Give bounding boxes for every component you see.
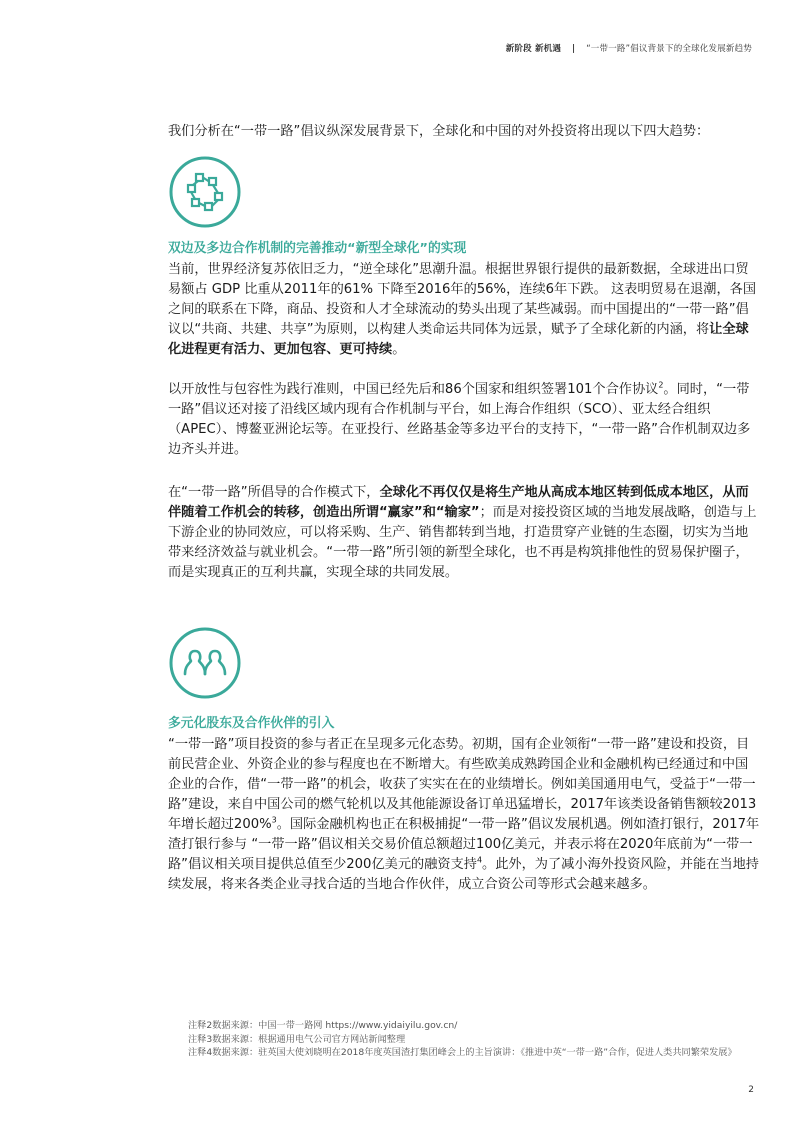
header-report-title: “一带一路”倡议背景下的全球化发展新趋势: [586, 44, 752, 54]
section1-paragraph-1: 当前，世界经济复苏依旧乏力，“逆全球化”思潮升温。根据世界银行提供的最新数据，全球进出口贸易额占 GDP 比重从2011年的61% 下降至2016年的56%，连续6年下跌。 这表明贸易在退潮，各国之间的联系在下降，商品、投资和人才全球流动的势头出现了某些减弱。而中国提出的“一带一路”倡议以“共商、共建、共享”为原则，以构建人类命运共同体为远景，赋予了全球化新的内涵，将让全球化进程更有活力、更加包容、更可持续。: [168, 262, 757, 357]
section-title-diversified-partners: 多元化股东及合作伙伴的引入: [168, 716, 335, 731]
section2-paragraph-1: “一带一路”项目投资的参与者正在呈现多元化态势。初期，国有企业领衔“一带一路”建设和投资，目前民营企业、外资企业的参与程度也在不断增大。有些欧美成熟跨国企业和金融机构已经通过和中国企业的合作，借“一带一路”的机会，收获了实实在在的业绩增长。例如美国通用电气，受益于“一带一路”建设，来自中国公司的燃气轮机以及其他能源设备订单迅猛增长，2017年该类设备销售额较2013年增长超过200%$^3$。国际金融机构也正在积极捕捉“一带一路”倡议发展机遇。例如渣打银行，2017年渣打银行参与 “一带一路”倡议相关交易价值总额超过100亿美元，并表示将在2020年底前为“一带一路”倡议相关项目提供总值至少200亿美元的融资支持$^4$。此外，为了减小海外投资风险，并能在当地持续发展，将来各类企业寻找合适的当地合作伙伴，成立合资公司等形式会越来越多。: [168, 737, 760, 892]
footnotes: [188, 1019, 778, 1060]
header-series-title: 新阶段 新机遇: [505, 44, 562, 54]
people-partners-icon: [168, 626, 242, 700]
footnote-3: 注释3数据来源：根据通用电气公司官方网站新闻整理: [188, 1033, 406, 1045]
section-title-multilateral-cooperation: 双边及多边合作机制的完善推动“新型全球化”的实现: [168, 241, 467, 256]
footnote-4: 注释4数据来源：驻英国大使刘晓明在2018年度英国渣打集团峰会上的主旨演讲：《推进中英“一带一路”合作，促进人类共同繁荣发展》: [188, 1047, 737, 1058]
footnote-2: 注释2数据来源：中国一带一路网 https://www.yidaiyilu.gov.cn/: [188, 1020, 458, 1031]
section1-paragraph-3: 在“一带一路”所倡导的合作模式下，全球化不再仅仅是将生产地从高成本地区转到低成本地区，从而伴随着工作机会的转移，创造出所谓“赢家”和“输家”；而是对接投资区域的当地发展战略，创造与上下游企业的协同效应，可以将采购、生产、销售都转到当地，打造贯穿产业链的生态圈，切实为当地带来经济效益与就业机会。“一带一路”所引领的新型全球化，也不再是构筑排他性的贸易保护圈子，而是实现真正的互利共赢，实现全球的共同发展。: [168, 485, 757, 580]
network-nodes-icon: [168, 155, 242, 229]
running-header: [506, 42, 752, 54]
intro-paragraph: 我们分析在“一带一路”倡议纵深发展背景下，全球化和中国的对外投资将出现以下四大趋势：: [168, 124, 710, 139]
section1-paragraph-2: 以开放性与包容性为践行准则，中国已经先后和86个国家和组织签署101个合作协议$^2$。同时，“一带一路”倡议还对接了沿线区域内现有合作机制与平台，如上海合作组织（SCO）、亚太经合组织（APEC）、博鳌亚洲论坛等。在亚投行、丝路基金等多边平台的支持下，“一带一路”合作机制双边多边齐头并进。: [168, 380, 751, 457]
page-number: 2: [748, 1085, 754, 1095]
header-separator: |: [571, 44, 576, 54]
